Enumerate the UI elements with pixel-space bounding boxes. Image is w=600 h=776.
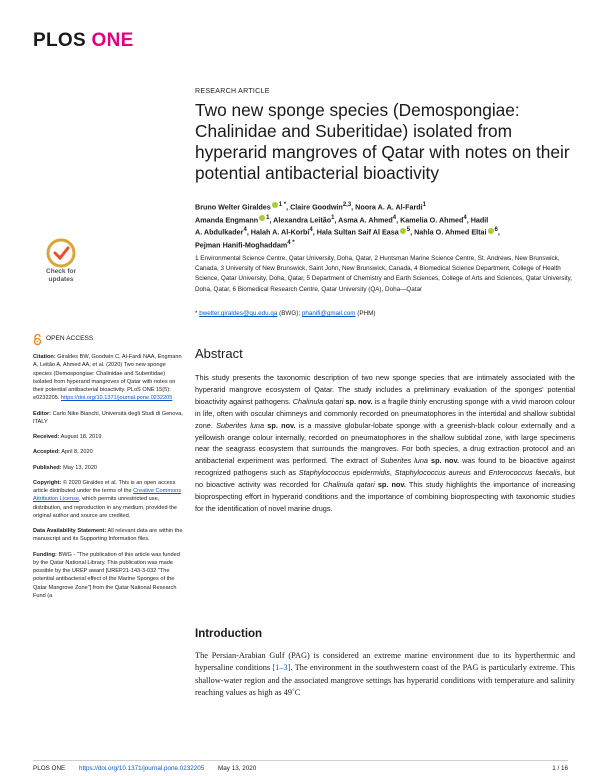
received-date: Received: August 18, 2019 (33, 434, 102, 440)
footer-journal: PLOS ONE (33, 765, 66, 772)
orcid-icon[interactable] (488, 228, 494, 234)
accepted-date: Accepted: April 8, 2020 (33, 449, 93, 456)
article-title: Two new sponge species (Demospongiae: Chalinidae and Suberitidae) isolated from hyperarid mangroves of Qatar with notes on their potential antibacterial bioactivity (195, 100, 570, 183)
copyright: Copyright: © 2020 Giraldes et al. This is an open access article distributed under the terms of the Creative Commons Attribution License, which permits unrestricted use, distribution, and reproduction in any medium, provided the original author and source are credited. (33, 479, 181, 519)
email-link[interactable]: bwelter.giraldes@qu.edu.qa (199, 310, 278, 317)
footer-date: May 13, 2020 (218, 765, 257, 772)
email-link[interactable]: phanifi@gmail.com (301, 310, 356, 317)
author-list: Bruno Welter Giraldes $^{1 *}$, Claire Goodwin$^{2,3}$, Noora A. A. Al-Fardi$^1$ Amanda Engmann $^1$, Alexandra Leitão$^1$, Asma A. Ahmed$^4$, Kamelia O. Ahmed$^4$, Hadil A. Abdulkader$^4$, Halah A. Al-Korbi$^4$, Hala Sultan Saif Al Easa $^5$, Nahla O. Ahmed Eltai $^6$, Pejman Hanifi-Moghaddam$^{4 *}$ (195, 202, 500, 250)
footer-divider (33, 760, 568, 761)
editor: Editor: Carlo Nike Bianchi, Università degli Studi di Genova, ITALY (33, 410, 183, 425)
author-name[interactable]: , Kamelia O. Ahmed (396, 214, 464, 224)
author-name[interactable]: A. Abdulkader (195, 227, 244, 237)
correspondence: * bwelter.giraldes@qu.edu.qa (BWG); phanifi@gmail.com (PHM) (195, 310, 376, 317)
author-name[interactable]: Amanda Engmann (195, 214, 259, 224)
reference-link[interactable]: [1–3] (272, 663, 291, 673)
footer-doi-link[interactable]: https://doi.org/10.1371/journal.pone.0232205 (78, 765, 205, 772)
author-name[interactable]: , Hala Sultan Saif Al Easa (312, 227, 399, 237)
check-for-updates-icon (30, 238, 92, 268)
open-access-lock-icon (33, 334, 42, 345)
data-availability: Data Availability Statement: All relevant data are within the manuscript and its Supporting Information files. (33, 528, 183, 543)
introduction-body: The Persian-Arabian Gulf (PAG) is considered an extreme marine environment due to its hyperthermic and hypersaline conditions [1–3]. The environment in the southwestern coast of the PAG is particularly extreme. This shallow-water region and the associated mangrove settings has hyperarid conditions with temperature and salinity reaching values as high as 49˚C (195, 651, 575, 698)
license-link[interactable]: Creative Commons Attribution License (33, 488, 181, 503)
page-number: 1 / 16 (552, 765, 568, 772)
author-name[interactable]: , Alexandra Leitão (269, 214, 332, 224)
article-type: RESEARCH ARTICLE (195, 88, 270, 95)
introduction-heading: Introduction (195, 628, 263, 640)
article-metadata-sidebar (33, 334, 183, 607)
abstract-heading: Abstract (195, 346, 243, 361)
check-for-updates-badge[interactable]: Check for updates (30, 238, 92, 300)
author-name[interactable]: , Noora A. A. Al-Fardi (351, 202, 423, 212)
open-access-label: OPEN ACCESS (33, 334, 183, 345)
funding: Funding: BWG - "The publication of this article was funded by the Qatar National Library. This publication was made possible by the UREP award [UREP21-143-3-032 "The potential antibacterial effect of the Marine Sponges of the Qatar Mangrove Zone"] from the Qatar National Research Fund (a (33, 551, 180, 599)
author-name[interactable]: , Hadil (466, 214, 489, 224)
author-name[interactable]: , Asma A. Ahmed (334, 214, 393, 224)
author-name[interactable]: Bruno Welter Giraldes (195, 202, 271, 212)
doi-link[interactable]: https://doi.org/10.1371/journal.pone.0232205 (61, 395, 173, 402)
orcid-icon[interactable] (400, 228, 406, 234)
published-date: Published: May 13, 2020 (33, 464, 98, 471)
author-name[interactable]: , Claire Goodwin (286, 202, 343, 212)
abstract-body: This study presents the taxonomic description of two new sponge species that are intimately associated with the hyperarid mangrove ecosystem of Qatar. The study includes a preliminary evaluation of the sponges' potential bioactivity against pathogens. Chalinula qatari sp. nov. is a fragile thinly encrusting sponge with a vivid maroon colour in life, often with oscular chimneys and commonly recorded on pneumatophores in the intertidal and shallow subtidal zone. Suberites luna sp. nov. is a massive globular-lobate sponge with a greenish-black colour externally and a yellowish orange colour internally, recorded on pneumatophores in the shallow subtidal zone, with large specimens near the seagrass ecosystem that surrounds the mangroves. For both species, a drug extraction protocol and an antibacterial experiment was performed. The extract of Suberites luna sp. nov. was found to be bioactive against recognized pathogens such as Staphylococcus epidermidis, Staphylococcus aureus and Enterococcus faecalis, but no bioactive activity was recorded for Chalinula qatari sp. nov. This study highlights the importance of increasing bioprospecting effort in hyperarid conditions and the importance of combining bioprospecting with taxonomic studies for the identification of novel marine drugs. (195, 373, 576, 513)
affiliations: 1 Environmental Science Centre, Qatar University, Doha, Qatar, 2 Huntsman Marine Science Centre, St. Andrews, New Brunswick, Canada, 3 University of New Brunswick, Saint John, New Brunswick, Canada, 4 Biomedical Science Department, College of Health Science, Qatar University, Doha, Qatar, 5 Department of Chemistry and Earth Sciences, College of Arts and Sciences, Qatar University, Doha, Qatar, 6 Biomedical Research Centre, Qatar University (QA), Doha—Qatar (195, 255, 573, 293)
author-name[interactable]: , Nahla O. Ahmed Eltai (410, 227, 487, 237)
citation: Citation: Giraldes BW, Goodwin C, Al-Fardi NAA, Engmann A, Leitão A, Ahmed AA, et al. (2020) Two new sponge species (Demospongiae: Chalinidae and Suberitidae) isolated from hyperarid mangroves of Qatar with notes on their potential antibacterial bioactivity. PLoS ONE 15(5): e0232205. https://doi.org/10.1371/journal.pone.0232205 (33, 354, 182, 402)
journal-logo: PLOS ONE (33, 30, 134, 51)
author-name[interactable]: Pejman Hanifi-Moghaddam (195, 240, 288, 250)
author-name[interactable]: , Halah A. Al-Korbi (246, 227, 310, 237)
orcid-icon[interactable] (272, 202, 278, 208)
orcid-icon[interactable] (259, 215, 265, 221)
page-footer (33, 765, 568, 772)
